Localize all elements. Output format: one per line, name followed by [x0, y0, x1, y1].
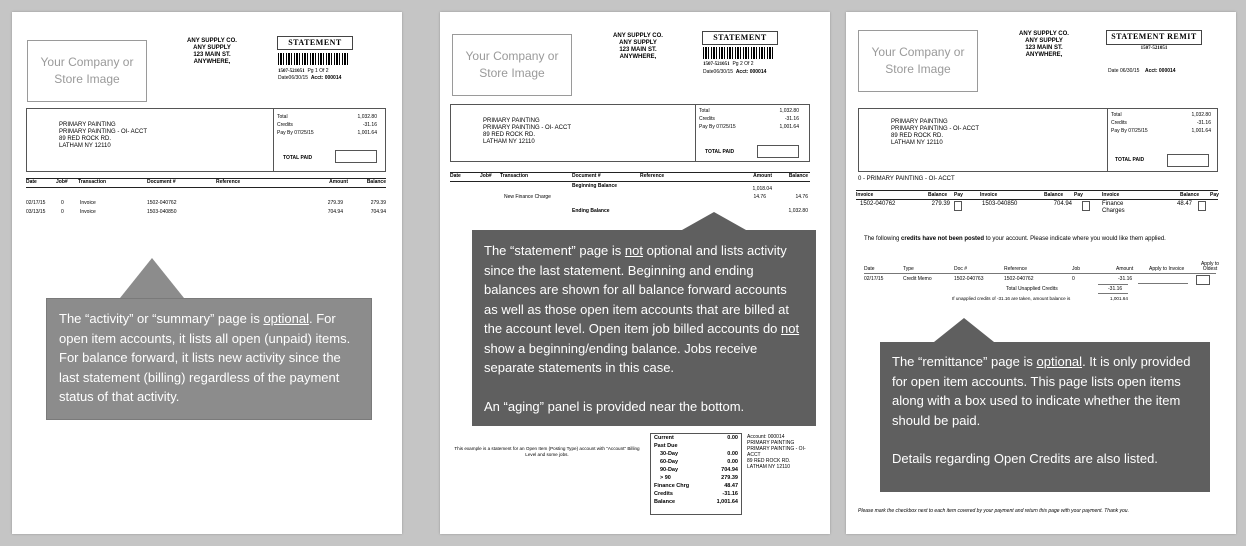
table-row: 02/17/15 0 Invoice 1502-040762 279.39 279.39: [26, 200, 386, 206]
totals: Total 1,032.80 Credits -31.16 Pay By 07/25/15 1,001.64: [1111, 112, 1211, 134]
divider: [695, 105, 696, 161]
statement-activity-page: [12, 12, 402, 534]
credit-header: Date Type Doc # Reference Job Amount Apply to Invoice Apply to Oldest: [864, 261, 1220, 272]
finance-charge-amount: 14.76: [753, 194, 766, 200]
aging-row: Credits -31.16: [654, 491, 738, 497]
rule: [856, 199, 1218, 200]
statement-number: 1507-521051: [1140, 46, 1168, 51]
footnote: This example is a statement for an Open Item (Posting Type) account with "Account" Billing Level and some jobs.: [454, 446, 640, 457]
company-address: ANY SUPPLY CO. ANY SUPPLY 123 MAIN ST. ANYWHERE,: [1019, 31, 1069, 58]
barcode: [703, 47, 775, 59]
credit-row: 02/17/15 Credit Memo 1502-040763 1502-040762 0 -31.16: [864, 276, 1133, 282]
address-box: [858, 108, 1218, 172]
statement-header: Date Job# Transaction Document # Reference Amount Balance: [450, 173, 808, 179]
remittance-page: [846, 12, 1236, 534]
company-address: ANY SUPPLY CO. ANY SUPPLY 123 MAIN ST. ANYWHERE,: [613, 33, 663, 60]
customer-address: PRIMARY PAINTING PRIMARY PAINTING - OI- ACCT 89 RED ROCK RD. LATHAM NY 12110: [59, 122, 148, 149]
aging-row: 60-Day 0.00: [660, 459, 738, 465]
barcode: [278, 53, 350, 65]
callout-pointer: [934, 318, 994, 342]
beginning-balance-label: Beginning Balance: [572, 183, 618, 189]
total-paid-input[interactable]: [335, 150, 377, 163]
aging-row: Balance 1,001.64: [654, 499, 738, 505]
rule: [1098, 293, 1128, 294]
date-account-line: Date 06/30/15 Acct: 000014: [1108, 68, 1176, 74]
company-address: ANY SUPPLY CO. ANY SUPPLY 123 MAIN ST. ANYWHERE,: [187, 38, 237, 65]
finance-charge-label: New Finance Charge: [504, 194, 551, 200]
remit-header: Invoice Balance Pay Invoice Balance Pay Invoice Balance Pay: [856, 192, 1219, 198]
rule: [856, 190, 1218, 191]
total-paid-input[interactable]: [757, 145, 799, 158]
activity-callout: The “activity” or “summary” page is optional. For open item accounts, it lists all open (unpaid) items. For balance forward, it lists new activity since the last statement (billing) regardless of the payment status of that activity.: [46, 298, 372, 420]
customer-address: PRIMARY PAINTING PRIMARY PAINTING - OI- ACCT 89 RED ROCK RD. LATHAM NY 12110: [891, 119, 980, 146]
customer-address: PRIMARY PAINTING PRIMARY PAINTING - OI- ACCT 89 RED ROCK RD. LATHAM NY 12110: [483, 118, 572, 145]
credits-note: The following credits have not been posted to your account. Please indicate where you would like them applied.: [864, 236, 1166, 242]
totals: Total 1,032.80 Credits -31.16 Pay By 07/25/15 1,001.64: [699, 108, 799, 130]
aging-account-address: Account: 000014 PRIMARY PAINTING PRIMARY PAINTING - OI- ACCT 89 RED ROCK RD. LATHAM NY 12110: [747, 434, 806, 470]
rule: [1098, 284, 1128, 285]
aging-row: > 90 279.39: [660, 475, 738, 481]
aging-row: 30-Day 0.00: [660, 451, 738, 457]
statement-remit-title: STATEMENT REMIT: [1106, 30, 1202, 45]
total-paid-label: TOTAL PAID: [705, 149, 735, 155]
divider: [273, 109, 274, 171]
rule: [26, 187, 386, 188]
rule: [864, 273, 1216, 274]
beginning-balance-value: 1,018.04: [752, 186, 772, 192]
account-line: 0 - PRIMARY PAINTING - OI- ACCT: [858, 176, 955, 182]
statement-number-line: 1507-521051 Pg 1 Of 2: [278, 68, 329, 74]
remit-invoice: Finance Charges: [1102, 201, 1125, 214]
if-applied-note: If unapplied credits of -31.16 are taken, amount balance is 1,001.64: [952, 296, 1128, 301]
statement-title: STATEMENT: [277, 36, 353, 50]
total-paid-input[interactable]: [1167, 154, 1209, 167]
rule: [450, 181, 810, 182]
unapplied-credits: Total Unapplied Credits -31.16: [1006, 286, 1123, 292]
callout-pointer: [682, 212, 746, 230]
statement-number-line: 1507-521051 Pg 2 Of 2: [703, 61, 754, 67]
remit-invoice: 1503-040850: [982, 201, 1018, 207]
apply-oldest-checkbox[interactable]: [1196, 275, 1210, 285]
remittance-callout: The “remittance” page is optional. It is only provided for open item accounts. This page lists open items along with a box used to indicate whether the item should be paid. Details regarding Open Credits are also listed.: [880, 342, 1210, 492]
aging-row: Current 0.00: [654, 435, 738, 441]
statement-page: [440, 12, 830, 534]
total-paid-label: TOTAL PAID: [1115, 157, 1145, 163]
remit-balance: 279.39: [931, 201, 950, 207]
finance-charge-balance: 14.76: [795, 194, 808, 200]
pay-checkbox[interactable]: [1198, 201, 1206, 211]
apply-invoice-line[interactable]: [1138, 283, 1188, 284]
remit-balance: 704.94: [1053, 201, 1072, 207]
company-image-placeholder: Your Company or Store Image: [858, 30, 978, 92]
ending-balance-value: 1,032.80: [788, 208, 808, 214]
pay-checkbox[interactable]: [1082, 201, 1090, 211]
address-box: [26, 108, 386, 172]
divider: [1107, 109, 1108, 171]
date-account-line: Date06/30/15 Acct: 000014: [278, 75, 342, 81]
placeholder-line: Store Image: [54, 72, 120, 86]
remit-invoice: 1502-040762: [860, 201, 896, 207]
remit-footer: Please mark the checkbox next to each item covered by your payment and return this page with your payment. Thank you.: [858, 508, 1129, 514]
statement-callout: The “statement” page is not optional and lists activity since the last statement. Beginning and ending balances are shown for all balance forward accounts as well as those open item accounts that are billed at the account level. Open item job billed accounts do not show a beginning/ending balance. Jobs receive separate statements in this case. An “aging” panel is provided near the bottom.: [472, 230, 816, 426]
table-row: 03/13/15 0 Invoice 1503-040850 704.94 704.94: [26, 209, 386, 215]
activity-header: Date Job# Transaction Document # Reference Amount Balance: [26, 179, 386, 185]
company-image-placeholder: [27, 40, 147, 102]
statement-title: STATEMENT: [702, 31, 778, 45]
aging-row: 90-Day 704.94: [660, 467, 738, 473]
aging-row: Finance Chrg 48.47: [654, 483, 738, 489]
company-image-placeholder: Your Company or Store Image: [452, 34, 572, 96]
remit-balance: 48.47: [1176, 201, 1192, 207]
totals: Total 1,032.80 Credits -31.16 Pay By 07/25/15 1,001.64: [277, 114, 377, 136]
total-paid-label: TOTAL PAID: [283, 155, 313, 161]
placeholder-line: Your Company or: [40, 55, 134, 69]
ending-balance-label: Ending Balance: [572, 208, 610, 214]
address-box: [450, 104, 810, 162]
aging-panel: [650, 433, 742, 515]
date-account-line: Date06/30/15 Acct: 000014: [703, 69, 767, 75]
aging-row: Past Due: [654, 443, 678, 449]
callout-pointer: [120, 258, 184, 298]
pay-checkbox[interactable]: [954, 201, 962, 211]
